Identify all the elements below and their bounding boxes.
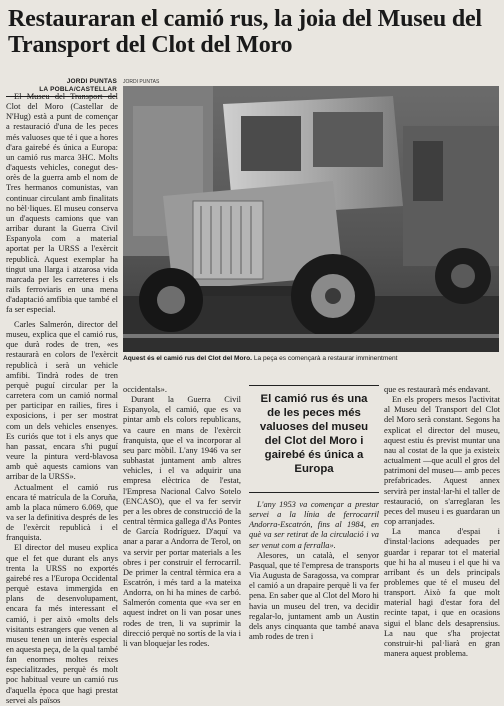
paragraph: Durant la Guerra Civil Espanyola, el camió, que es va pintar amb els colors republicans, va caure en mans de l'exèrcit franquista, que el va incorporar al seu parc mòbil. L'any 1946 va ser subhastat juntament amb altres vehicles, i el va adquirir una empresa elèctrica de l'estat, l'Empresa Nacional Calvo Sotelo (ENCASO), que el va fer servir per a les obres de construcció de la central tèrmica gallega d'As Pontes de García Rodríguez. D'aquí va anar a parar a Andorra de Terol, on va servir per portar materials a les obres i per construir el ferrocarril. De primer la central tèrmica era a Escatrón, i més tard a la mateixa Andorra, on hi ha mines de carbó. Salmerón comenta que «va ser en aquest indret on li van posar unes rodes de tren, li va suprimir la direcció perquè no sortís de la via i li van bloquejar les rodes. <box>123 395 241 648</box>
truck-photo <box>123 86 499 352</box>
paragraph: La manca d'espai i d'instal·lacions adequades per guardar i reparar tot el material que hi ha al museu i el que hi va arribant és un dels principals problemes que té el museu del transport. Això fa que molt material hagi d'estar fora del recinte tapat, i que en ocasions sigui el blanc dels desaprensius. La nau que s'ha projectat construir-hi pal·liarà en gran manera aquest problema. <box>384 527 500 659</box>
column-1-bottom <box>6 320 118 706</box>
column-1-top <box>6 92 118 315</box>
photo-block <box>123 79 499 365</box>
paragraph: occidentals». <box>123 385 167 394</box>
article-headline: Restauraran el camió rus, la joia del Museu del Transport del Clot del Moro <box>8 6 482 58</box>
paragraph: El director del museu explica que el fet que durant els anys trenta la URSS no exportés gairebé res a l'Europa Occidental perquè estava immergida en plans de desenvolupament, encara fa més interessant el camió, i per això «molts dels visitants estrangers que venen al museu tenen un interès especial en aquesta peça, de la qual també fan enormes moltes reixes especialitzades, perquè és molt poc habitual veure un camió rus d'aquella època que hagi prestat servei als països <box>6 543 118 705</box>
byline-author: JORDI PUNTAS <box>66 78 117 85</box>
paragraph: que es restaurarà més endavant. <box>384 385 491 394</box>
pull-quote: El camió rus és una de les peces més valuoses del museu del Clot del Moro i gairebé és única a Europa <box>249 385 379 493</box>
column-2 <box>123 385 241 649</box>
paragraph: Actualment el camió rus encara té matrícula de la Coruña, amb la placa número 6.069, que va ser la definitiva després de les de l'exèrcit republicà i el franquista. <box>6 482 118 543</box>
paragraph: En els propers mesos l'activitat al Museu del Transport del Clot del Moro serà constant. Segons ha explicat el director del museu, aquest estiu és previst muntar una nau al costat de la que ja existeix actualment —que acull el gros del patrimoni del museu— amb peces prefabricades. Aquest annex servirà per instal·lar-hi el taller de restauració, on s'arreglaran les peces del museu i es guardaran un cop arranjades. <box>384 395 500 527</box>
caption-rest: La peça es començarà a restaurar imminentment <box>251 355 398 362</box>
column-3 <box>249 500 379 642</box>
photo-credit: JORDI PUNTAS <box>123 79 160 85</box>
caption-bold: Aquest és el camió rus del Clot del Moro. <box>123 355 252 362</box>
paragraph: L'any 1953 va començar a prestar servei a la línia de ferrocarril Andorra-Escatrón, fins al 1984, en què va ser retirat de la circulació i va ser venut com a ferralla». <box>249 500 379 550</box>
byline-location: LA POBLA/CASTELLAR <box>39 86 117 93</box>
paragraph: Alesores, un català, el senyor Pasqual, que té l'empresa de transports Via Augusta de Saragossa, va comprar el camió a un drapaire perquè li va fer pena. En saber que al Clot del Moro hi havia un museu del tren, va decidir regalar-lo, juntament amb un Austin dels anys cinquanta que també anava amb rodes de tren i <box>249 550 379 642</box>
paragraph: El Museu del Transport del Clot del Moro (Castellar de N'Hug) està a punt de començar a restauració d'una de les peces més valuoses que té i que a hores d'ara gairebé és única a Europa: un camió rus marca 3HC. Molts d'aquests vehicles, conegut des-orès de la guerra amb el nom de Tres hermanos comunistas, van continuar circulant amb finalitats no bèl·liques. El museu conserva un d'aquests camions que van arribar durant la Guerra Civil Espanyola com a material aportat per la URSS a l'exèrcit republicà. Aquest exemplar ha tingut una llarga i atzarosa vida marcada per les carreteres i els rails ferroviaris en una mena d'adaptació amfíbia que també el fa ser especial. <box>6 92 118 315</box>
photo-caption <box>123 354 499 363</box>
russian-truck-image <box>123 86 499 352</box>
paragraph: Carles Salmerón, director del museu, explica que el camió rus, que durà rodes de tren, «es restaurarà en colors de l'exèrcit republicà i serà un vehicle amfibi. Tindrà rodes de tren perquè puguí circular per la carretera com un camió normal per participar en railies, fires i exposicions, i per ser mostrat com un dels vehicles ensenyes. Es curiós que tot i els anys que han passat, encara s'hi puguí veure la pintura verd-blavosa amb què aquests camions van arribar de la URSS». <box>6 320 118 482</box>
column-4 <box>384 385 500 659</box>
